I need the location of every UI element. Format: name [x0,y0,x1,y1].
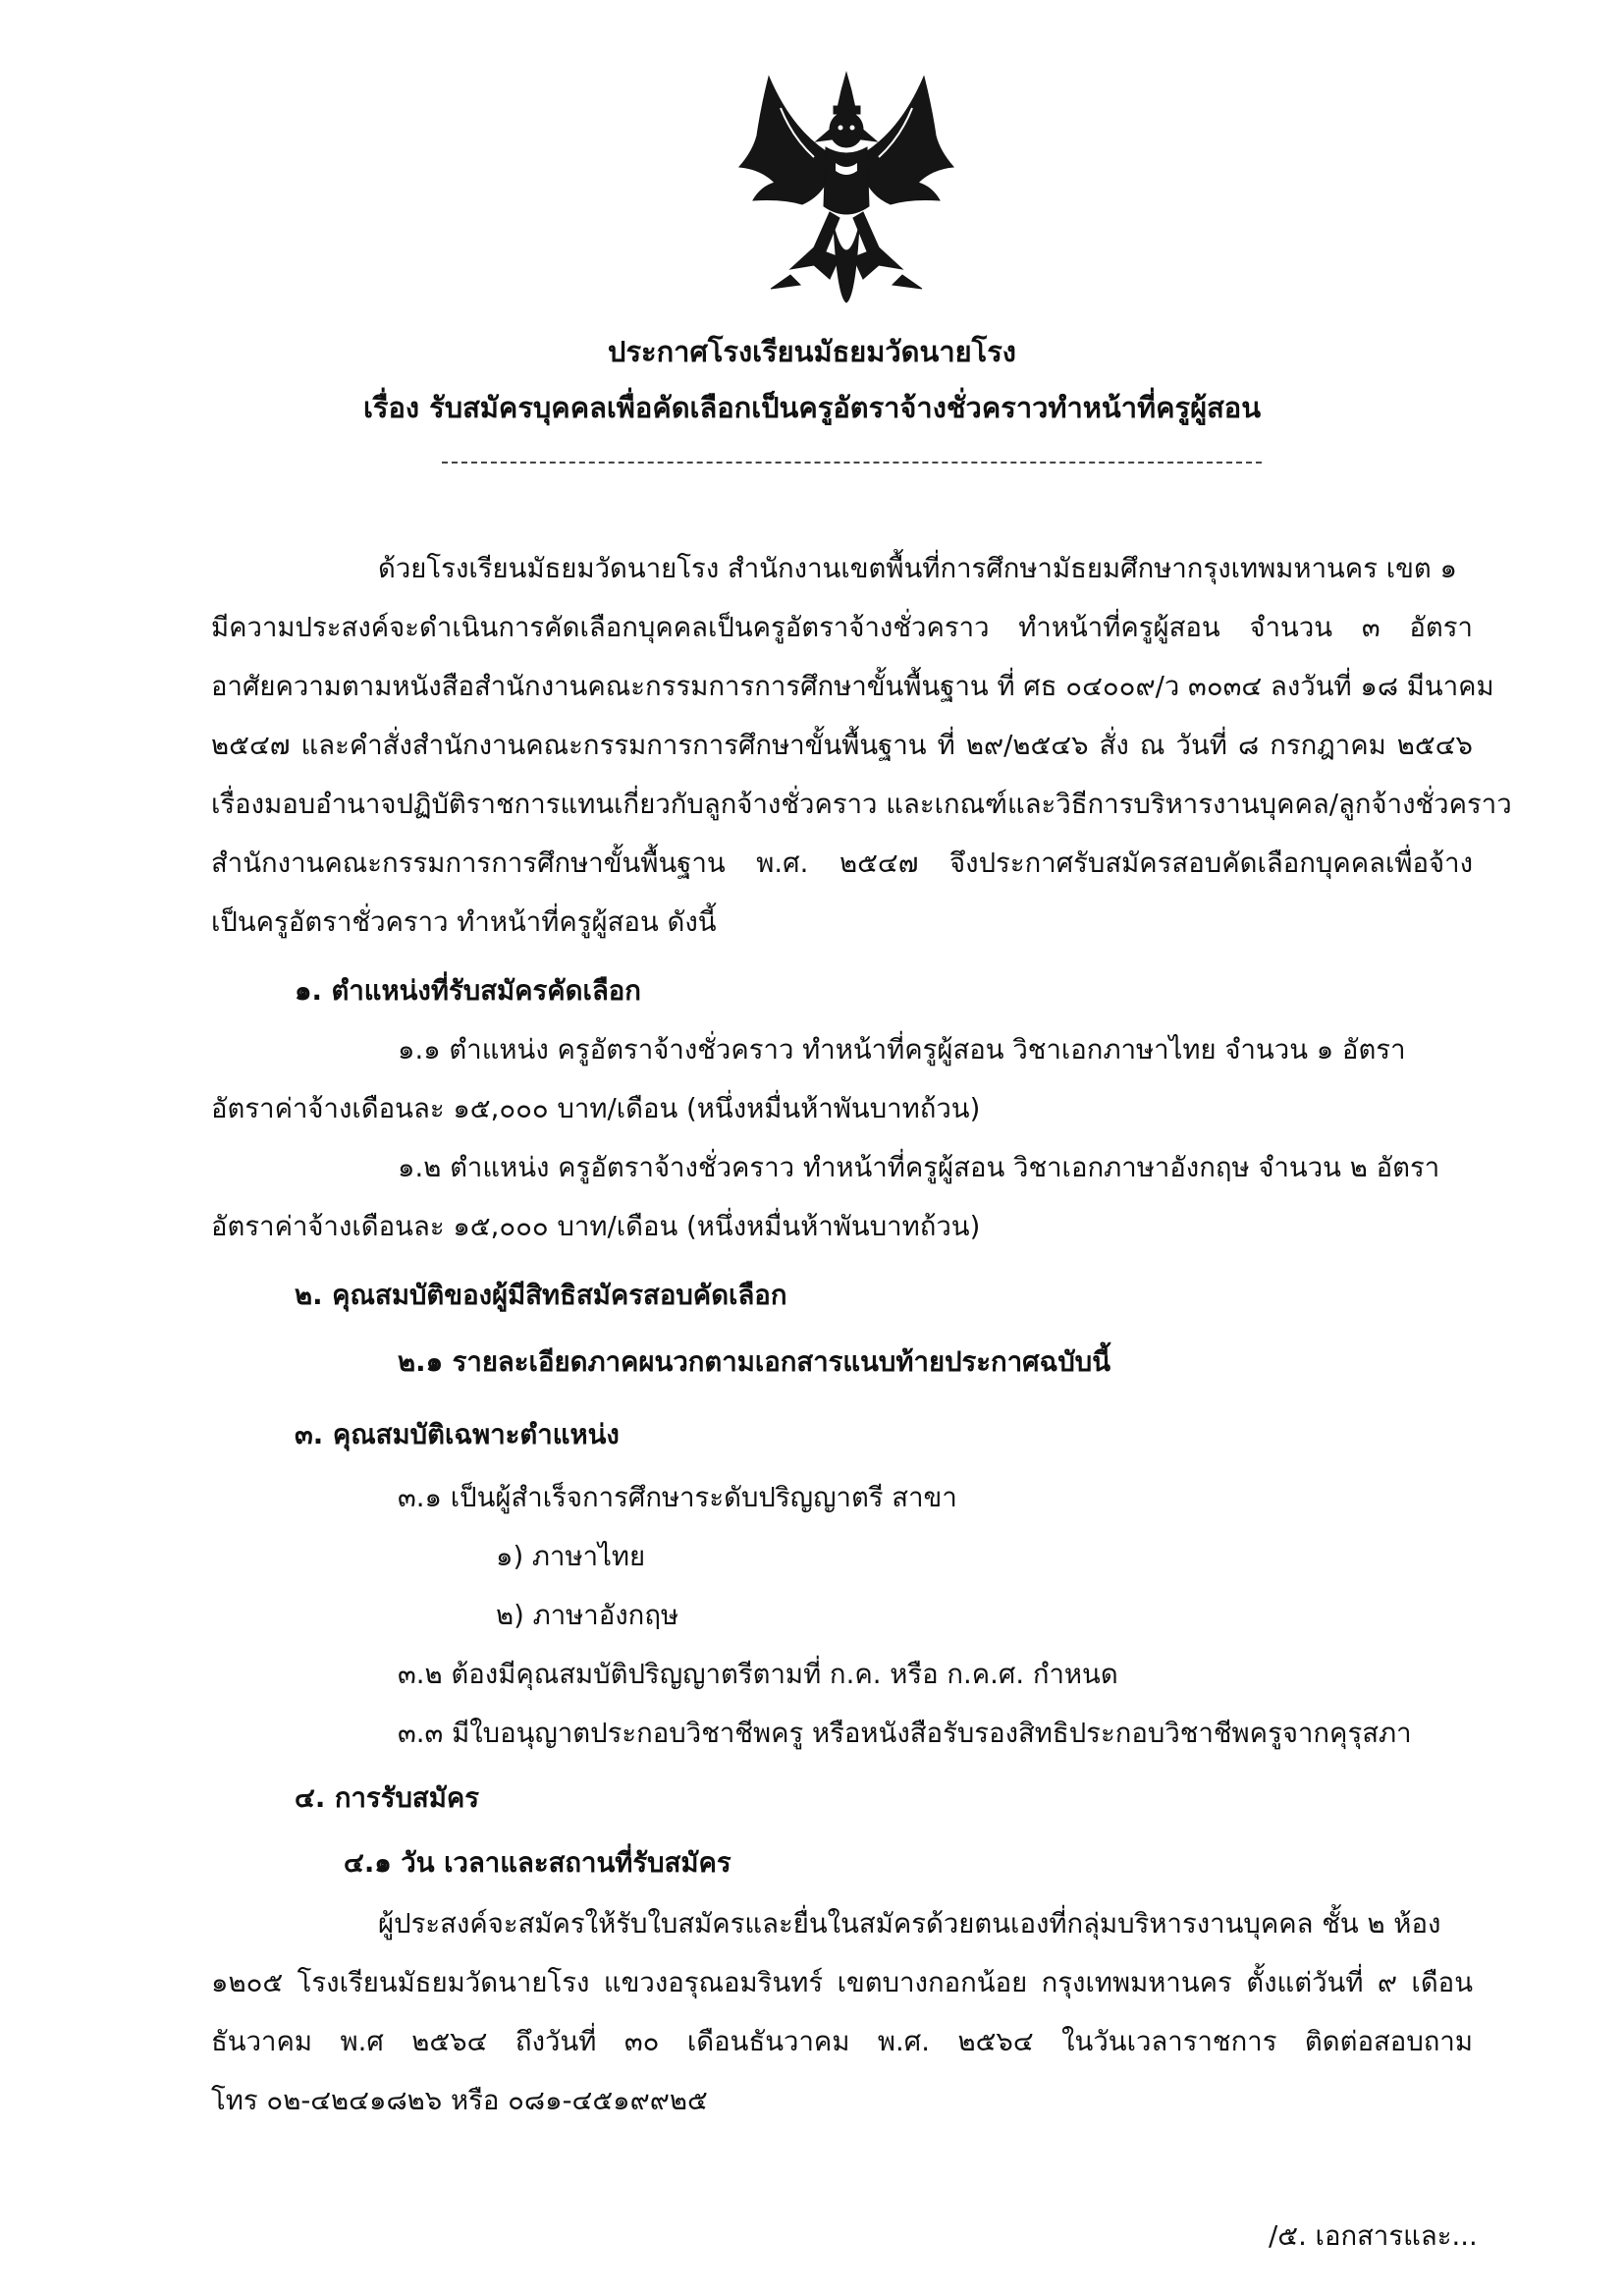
section-1-item-2-line-1: ๑.๒ ตำแหน่ง ครูอัตราจ้างชั่วคราว ทำหน้าที่ครูผู้สอน วิชาเอกภาษาอังกฤษ จำนวน ๒ อัตรา [398,1152,1440,1183]
intro-line-5: เรื่องมอบอำนาจปฏิบัติราชการแทนเกี่ยวกับลูกจ้างชั่วคราว และเกณฑ์และวิธีการบริหารงานบุคคล/ลูกจ้างชั่วคราว [211,789,1512,820]
intro-line-4: ๒๕๔๗ และคำสั่งสำนักงานคณะกรรมการการศึกษาขั้นพื้นฐาน ที่ ๒๙/๒๕๔๖ สั่ง ณ วันที่ ๘ กรกฎาคม ๒๕๔๖ [211,730,1473,761]
section-1-item-1-line-1: ๑.๑ ตำแหน่ง ครูอัตราจ้างชั่วคราว ทำหน้าที่ครูผู้สอน วิชาเอกภาษาไทย จำนวน ๑ อัตรา [398,1034,1406,1066]
intro-line-7: เป็นครูอัตราชั่วคราว ทำหน้าที่ครูผู้สอน ดังนี้ [211,906,717,938]
section-3-item-2: ๓.๒ ต้องมีคุณสมบัติปริญญาตรีตามที่ ก.ค. หรือ ก.ค.ศ. กำหนด [398,1659,1118,1690]
section-3-item-3: ๓.๓ มีใบอนุญาตประกอบวิชาชีพครู หรือหนังสือรับรองสิทธิประกอบวิชาชีพครูจากคุรุสภา [398,1718,1412,1749]
section-3-sub-1: ๑) ภาษาไทย [496,1541,646,1572]
intro-line-3: อาศัยความตามหนังสือสำนักงานคณะกรรมการการศึกษาขั้นพื้นฐาน ที่ ศธ ๐๔๐๐๙/ว ๓๐๓๔ ลงวันที่ ๑๘ มีนาคม [211,671,1494,702]
section-4-para-line-2: ๑๒๐๕ โรงเรียนมัธยมวัดนายโรง แขวงอรุณอมรินทร์ เขตบางกอกน้อย กรุงเทพมหานคร ตั้งแต่วันที่ ๙ เดือน [211,1967,1473,1998]
section-4-heading: ๔. การรับสมัคร [295,1782,480,1814]
intro-line-6: สำนักงานคณะกรรมการการศึกษาขั้นพื้นฐาน พ.ศ. ๒๕๔๗ จึงประกาศรับสมัครสอบคัดเลือกบุคคลเพื่อจ้าง [211,847,1473,879]
garuda-emblem-icon [731,69,962,304]
section-1-item-1-line-2: อัตราค่าจ้างเดือนละ ๑๕,๐๐๐ บาท/เดือน (หนึ่งหมื่นห้าพันบาทถ้วน) [211,1093,981,1124]
announcement-subject: เรื่อง รับสมัครบุคคลเพื่อคัดเลือกเป็นครูอัตราจ้างชั่วคราวทำหน้าที่ครูผู้สอน [362,391,1262,424]
page-continuation: /๕. เอกสารและ... [1269,2220,1478,2252]
section-4-para-line-1: ผู้ประสงค์จะสมัครให้รับใบสมัครและยื่นในสมัครด้วยตนเองที่กลุ่มบริหารงานบุคคล ชั้น ๒ ห้อง [378,1908,1441,1940]
section-3-sub-2: ๒) ภาษาอังกฤษ [496,1600,679,1631]
section-4-sub-heading: ๔.๑ วัน เวลาและสถานที่รับสมัคร [344,1847,731,1879]
section-3-heading: ๓. คุณสมบัติเฉพาะตำแหน่ง [295,1419,620,1450]
announcement-title: ประกาศโรงเรียนมัธยมวัดนายโรง [608,335,1016,368]
title-divider [442,462,1262,464]
intro-line-2: มีความประสงค์จะดำเนินการคัดเลือกบุคคลเป็นครูอัตราจ้างชั่วคราว ทำหน้าที่ครูผู้สอน จำนวน ๓ อัตรา [211,612,1473,643]
section-2-item-1: ๒.๑ รายละเอียดภาคผนวกตามเอกสารแนบท้ายประกาศฉบับนี้ [398,1346,1111,1378]
section-1-item-2-line-2: อัตราค่าจ้างเดือนละ ๑๕,๐๐๐ บาท/เดือน (หนึ่งหมื่นห้าพันบาทถ้วน) [211,1211,981,1242]
intro-line-1: ด้วยโรงเรียนมัธยมวัดนายโรง สำนักงานเขตพื้นที่การศึกษามัธยมศึกษากรุงเทพมหานคร เขต ๑ [378,553,1457,584]
section-2-heading: ๒. คุณสมบัติของผู้มีสิทธิสมัครสอบคัดเลือก [295,1280,787,1311]
section-3-item-1: ๓.๑ เป็นผู้สำเร็จการศึกษาระดับปริญญาตรี สาขา [398,1482,957,1513]
section-4-para-line-4: โทร ๐๒-๔๒๔๑๘๒๖ หรือ ๐๘๑-๔๕๑๙๙๒๕ [211,2085,708,2116]
section-4-para-line-3: ธันวาคม พ.ศ ๒๕๖๔ ถึงวันที่ ๓๐ เดือนธันวาคม พ.ศ. ๒๕๖๔ ในวันเวลาราชการ ติดต่อสอบถาม [211,2026,1473,2057]
section-1-heading: ๑. ตำแหน่งที่รับสมัครคัดเลือก [295,975,641,1007]
